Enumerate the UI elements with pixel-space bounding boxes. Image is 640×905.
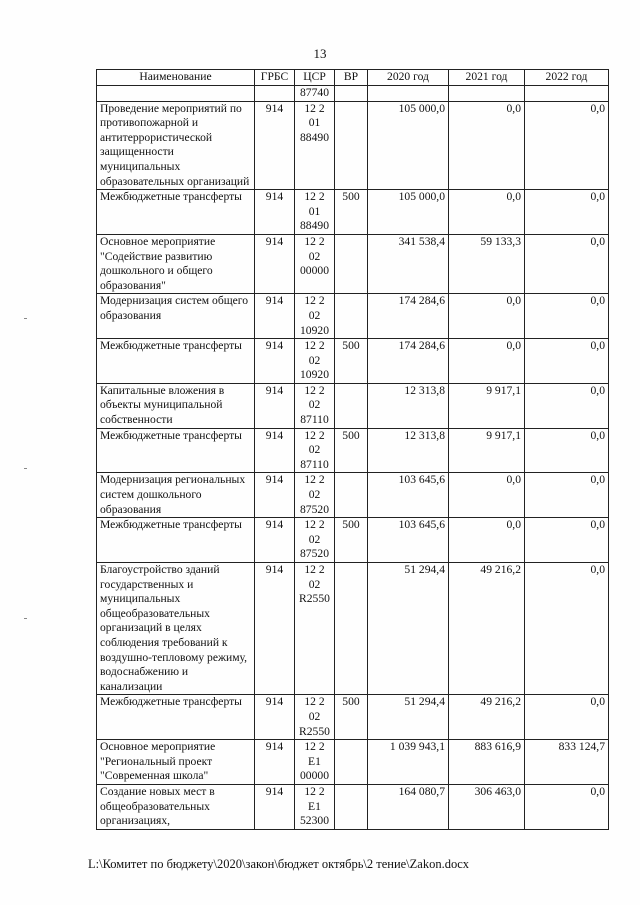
- csr-code-part: 02: [308, 532, 321, 546]
- cell-2022: [525, 86, 609, 102]
- cell-name: Межбюджетные трансферты: [97, 428, 255, 473]
- cell-vr: 500: [335, 518, 368, 563]
- csr-code-part: 10920: [300, 368, 329, 382]
- page-number: 13: [313, 46, 327, 61]
- csr-code-part: 12 2: [304, 784, 325, 798]
- csr-code-part: E1: [308, 754, 321, 768]
- cell-grbs: 914: [255, 695, 295, 740]
- cell-2020: 164 080,7: [368, 784, 449, 829]
- cell-grbs: 914: [255, 784, 295, 829]
- cell-grbs: [255, 86, 295, 102]
- table-header-row: [97, 70, 609, 86]
- cell-csr: [295, 740, 335, 785]
- cell-2022: 0,0: [525, 294, 609, 339]
- cell-name: Благоустройство зданий государственных и муниципальных общеобразовательных организаций в целях соблюдения требований к воздушно-тепловому режиму, водоснабжению и канализации: [97, 563, 255, 695]
- cell-name: Межбюджетные трансферты: [97, 518, 255, 563]
- cell-2020: 12 313,8: [368, 383, 449, 428]
- cell-2021: 49 216,2: [449, 695, 525, 740]
- cell-2021: 306 463,0: [449, 784, 525, 829]
- csr-code-part: 88490: [300, 219, 329, 233]
- csr-code-part: R2550: [299, 592, 330, 606]
- header-2022: 2022 год: [525, 70, 609, 86]
- csr-code-part: 02: [308, 249, 321, 263]
- cell-2020: 12 313,8: [368, 428, 449, 473]
- table-row: [97, 294, 609, 339]
- cell-2022: 0,0: [525, 518, 609, 563]
- cell-2022: 0,0: [525, 234, 609, 293]
- cell-vr: 500: [335, 695, 368, 740]
- table-row: [97, 518, 609, 563]
- cell-vr: [335, 234, 368, 293]
- header-name: Наименование: [97, 70, 255, 86]
- header-2020: 2020 год: [368, 70, 449, 86]
- cell-name: Межбюджетные трансферты: [97, 190, 255, 235]
- cell-csr: [295, 695, 335, 740]
- cell-csr: [295, 294, 335, 339]
- cell-name: Межбюджетные трансферты: [97, 695, 255, 740]
- csr-code-part: 02: [308, 577, 321, 591]
- csr-code-part: 02: [308, 709, 321, 723]
- cell-vr: [335, 86, 368, 102]
- csr-code-part: 12 2: [304, 101, 325, 115]
- csr-code-part: 02: [308, 308, 321, 322]
- csr-code-part: 12 2: [304, 294, 325, 308]
- header-2021: 2021 год: [449, 70, 525, 86]
- cell-grbs: 914: [255, 234, 295, 293]
- cell-vr: 500: [335, 190, 368, 235]
- cell-2021: 0,0: [449, 101, 525, 190]
- cell-name: Модернизация региональных систем дошкольного образования: [97, 473, 255, 518]
- table-row: [97, 740, 609, 785]
- cell-2022: 0,0: [525, 190, 609, 235]
- cell-csr: [295, 784, 335, 829]
- csr-code-part: 12 2: [304, 563, 325, 576]
- cell-2022: 0,0: [525, 383, 609, 428]
- cell-name: Проведение мероприятий по противопожарной и антитеррористической защищенности муниципальных образовательных организаций: [97, 101, 255, 190]
- budget-table: [96, 69, 609, 830]
- cell-vr: [335, 383, 368, 428]
- csr-code-part: 87110: [300, 413, 329, 427]
- csr-code-part: 02: [308, 443, 321, 457]
- csr-code-part: 12 2: [304, 190, 325, 204]
- cell-2022: 0,0: [525, 695, 609, 740]
- cell-2020: [368, 86, 449, 102]
- csr-code-part: 02: [308, 488, 321, 502]
- cell-2021: 9 917,1: [449, 383, 525, 428]
- cell-grbs: 914: [255, 339, 295, 384]
- cell-name: Создание новых мест в общеобразовательных организациях,: [97, 784, 255, 829]
- cell-csr: [295, 563, 335, 695]
- cell-vr: [335, 294, 368, 339]
- cell-grbs: 914: [255, 383, 295, 428]
- cell-csr: [295, 428, 335, 473]
- cell-2021: 59 133,3: [449, 234, 525, 293]
- cell-2021: 0,0: [449, 518, 525, 563]
- csr-code-part: 12 2: [304, 695, 325, 709]
- cell-csr: [295, 518, 335, 563]
- cell-vr: [335, 101, 368, 190]
- table-row: [97, 563, 609, 695]
- cell-csr: 87740: [295, 86, 335, 102]
- cell-csr: [295, 101, 335, 190]
- cell-2020: 105 000,0: [368, 101, 449, 190]
- cell-2021: 0,0: [449, 294, 525, 339]
- csr-code-part: 00000: [300, 264, 329, 278]
- cell-name: Модернизация систем общего образования: [97, 294, 255, 339]
- csr-code-part: 00000: [300, 769, 329, 783]
- table-body: [97, 86, 609, 830]
- csr-code-part: E1: [308, 799, 321, 813]
- cell-2021: 883 616,9: [449, 740, 525, 785]
- cell-vr: [335, 740, 368, 785]
- margin-mark: [24, 318, 27, 319]
- margin-mark: [24, 468, 27, 469]
- cell-2021: 0,0: [449, 339, 525, 384]
- table-row: [97, 784, 609, 829]
- cell-csr: [295, 383, 335, 428]
- table-row: [97, 190, 609, 235]
- table-row: [97, 695, 609, 740]
- csr-code-part: 87520: [300, 547, 329, 561]
- cell-csr: [295, 473, 335, 518]
- csr-code-part: 12 2: [304, 740, 325, 754]
- csr-code-part: 12 2: [304, 383, 325, 397]
- cell-vr: [335, 563, 368, 695]
- cell-2020: 174 284,6: [368, 294, 449, 339]
- cell-vr: 500: [335, 428, 368, 473]
- table-row: [97, 101, 609, 190]
- csr-code-part: 12 2: [304, 339, 325, 353]
- margin-mark: [24, 618, 27, 619]
- table-row: [97, 383, 609, 428]
- cell-2022: 0,0: [525, 339, 609, 384]
- csr-code-part: 52300: [300, 814, 329, 828]
- cell-csr: [295, 234, 335, 293]
- csr-code-part: 88490: [300, 130, 329, 144]
- csr-code-part: 87520: [300, 502, 329, 516]
- cell-grbs: 914: [255, 294, 295, 339]
- cell-name: Основное мероприятие "Региональный проект "Современная школа": [97, 740, 255, 785]
- cell-2022: 833 124,7: [525, 740, 609, 785]
- cell-2021: 9 917,1: [449, 428, 525, 473]
- header-csr: ЦСР: [295, 70, 335, 86]
- cell-2020: 1 039 943,1: [368, 740, 449, 785]
- cell-2020: 105 000,0: [368, 190, 449, 235]
- cell-2021: 0,0: [449, 473, 525, 518]
- cell-2020: 51 294,4: [368, 695, 449, 740]
- cell-2021: 49 216,2: [449, 563, 525, 695]
- cell-grbs: 914: [255, 190, 295, 235]
- cell-2022: 0,0: [525, 784, 609, 829]
- cell-2022: 0,0: [525, 563, 609, 695]
- csr-code-part: 01: [308, 116, 321, 130]
- cell-2022: 0,0: [525, 428, 609, 473]
- cell-2020: 51 294,4: [368, 563, 449, 695]
- cell-csr: [295, 339, 335, 384]
- cell-2021: 0,0: [449, 190, 525, 235]
- table-row-continuation: [97, 86, 609, 102]
- cell-grbs: 914: [255, 518, 295, 563]
- cell-grbs: 914: [255, 740, 295, 785]
- header-vr: ВР: [335, 70, 368, 86]
- header-grbs: ГРБС: [255, 70, 295, 86]
- csr-code-part: 02: [308, 353, 321, 367]
- cell-name: [97, 86, 255, 102]
- cell-2020: 103 645,6: [368, 518, 449, 563]
- csr-code-part: 12 2: [304, 428, 325, 442]
- cell-grbs: 914: [255, 428, 295, 473]
- cell-2022: 0,0: [525, 473, 609, 518]
- cell-grbs: 914: [255, 473, 295, 518]
- csr-code-part: 12 2: [304, 234, 325, 248]
- csr-code-part: 12 2: [304, 473, 325, 487]
- csr-code-part: 01: [308, 204, 321, 218]
- csr-code-part: 10920: [300, 323, 329, 337]
- table-row: [97, 473, 609, 518]
- cell-vr: 500: [335, 339, 368, 384]
- cell-name: Основное мероприятие "Содействие развитию дошкольного и общего образования": [97, 234, 255, 293]
- csr-code-part: 87110: [300, 457, 329, 471]
- cell-2020: 341 538,4: [368, 234, 449, 293]
- csr-code-part: 02: [308, 398, 321, 412]
- csr-code-part: 12 2: [304, 518, 325, 532]
- footer-file-path: L:\Комитет по бюджету\2020\закон\бюджет октябрь\2 тение\Zakon.docx: [88, 857, 470, 871]
- csr-code-part: R2550: [299, 724, 330, 738]
- cell-2022: 0,0: [525, 101, 609, 190]
- cell-2021: [449, 86, 525, 102]
- cell-2020: 174 284,6: [368, 339, 449, 384]
- cell-grbs: 914: [255, 563, 295, 695]
- cell-vr: [335, 473, 368, 518]
- table-row: [97, 339, 609, 384]
- cell-name: Межбюджетные трансферты: [97, 339, 255, 384]
- cell-csr: [295, 190, 335, 235]
- table-row: [97, 234, 609, 293]
- cell-grbs: 914: [255, 101, 295, 190]
- cell-2020: 103 645,6: [368, 473, 449, 518]
- table-row: [97, 428, 609, 473]
- cell-vr: [335, 784, 368, 829]
- cell-name: Капитальные вложения в объекты муниципальной собственности: [97, 383, 255, 428]
